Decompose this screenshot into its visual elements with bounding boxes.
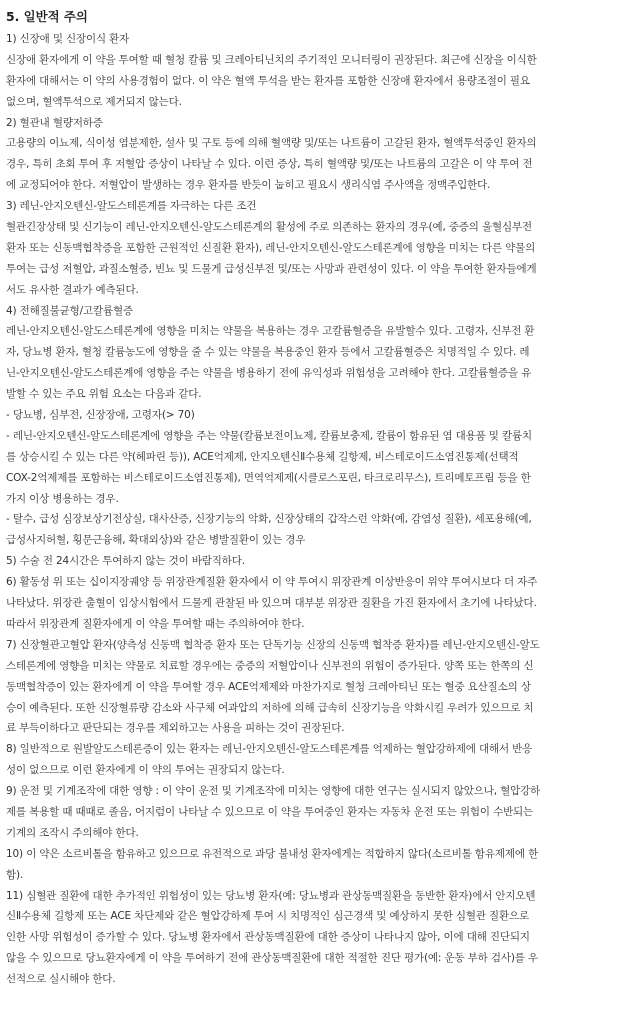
text-line: 3) 레닌-안지오텐신-알도스테론계를 자극하는 다른 조건	[6, 200, 257, 213]
text-line: 스테론계에 영향을 미치는 약물로 치료할 경우에는 중증의 저혈압이나 신부전의 위험이 증가된다. 양쪽 또는 한쪽의 신	[6, 659, 534, 672]
text-line: 8) 일반적으로 원발알도스테론증이 있는 환자는 레닌-안지오텐신-알도스테론계를 억제하는 혈압강하제에 대해서 반응	[6, 743, 533, 756]
paragraph-lines	[6, 29, 626, 990]
text-line: 10) 이 약은 소르비톨을 함유하고 있으므로 유전적으로 과당 불내성 환자에게는 적합하지 않다(소르비톨 함유제제에 한	[6, 847, 539, 860]
text-line: - 당뇨병, 심부전, 신장장애, 고령자(> 70)	[6, 409, 195, 422]
text-line: 11) 심혈관 질환에 대한 추가적인 위험성이 있는 당뇨병 환자(예: 당뇨병과 관상동맥질환을 동반한 환자)에서 안지오텐	[6, 889, 536, 902]
text-line: 4) 전해질불균형/고칼륨혈증	[6, 304, 133, 317]
text-line: 기계의 조작시 주의해야 한다.	[6, 826, 139, 839]
text-line: 9) 운전 및 기계조작에 대한 영향 : 이 약이 운전 및 기계조작에 미치는 영향에 대한 연구는 실시되지 않았으나, 혈압강하	[6, 785, 541, 798]
text-line: 승이 예측된다. 또한 신장혈류량 감소와 사구체 여과압의 저하에 의해 급속히 신장기능을 악화시킬 우려가 있으므로 치	[6, 701, 534, 714]
text-line: 따라서 위장관계 질환자에게 이 약을 투여할 때는 주의하여야 한다.	[6, 617, 305, 630]
text-line: 레닌-안지오텐신-알도스테론계에 영향을 미치는 약물을 복용하는 경우 고칼륨혈증을 유발할수 있다. 고령자, 신부전 환	[6, 325, 535, 338]
text-line: 를 상승시킬 수 있는 다른 약(헤파린 등)), ACE억제제, 안지오텐신Ⅱ수용체 길항제, 비스테로이드소염진통제(선택적	[6, 450, 519, 463]
text-line: COX-2억제제를 포함하는 비스테로이드소염진통제), 면역억제제(시클로스포린, 타크로리무스), 트리메토프림 등을 한	[6, 471, 531, 484]
text-line: 않을 수 있으므로 당뇨환자에게 이 약을 투여하기 전에 관상동맥질환에 대한 적절한 진단 평가(예: 운동 부하 검사)를 우	[6, 952, 538, 965]
text-line: 서도 유사한 결과가 예측된다.	[6, 283, 139, 296]
text-line: 혈관긴장상태 및 신기능이 레닌-안지오텐신-알도스테론계의 활성에 주로 의존하는 환자의 경우(예, 중증의 울혈심부전	[6, 221, 532, 234]
text-line: 경우, 특히 초회 투여 후 저혈압 증상이 나타날 수 있다. 이런 증상, 특히 혈액량 및/또는 나트륨의 고갈은 이 약 투여 전	[6, 158, 533, 171]
text-line: 함).	[6, 868, 24, 881]
text-line: 닌-안지오텐신-알도스테론계에 영향을 주는 약물을 병용하기 전에 유익성과 위험성을 고려해야 한다. 고칼륨혈증을 유	[6, 367, 532, 380]
section-title: 5. 일반적 주의	[6, 9, 88, 24]
text-line: 투여는 급성 저혈압, 과질소혈증, 빈뇨 및 드물게 급성신부전 및/또는 사망과 관련성이 있다. 이 약을 투여한 환자들에게	[6, 262, 537, 275]
text-line: 료 부득이하다고 판단되는 경우를 제외하고는 사용을 피하는 것이 권장된다.	[6, 722, 345, 735]
text-line: 급성사지허혈, 횡문근융해, 확대외상)와 같은 병발질환이 있는 경우	[6, 534, 306, 547]
text-line: 신Ⅱ수용체 길항제 또는 ACE 차단제와 같은 혈압강하제 투여 시 치명적인 심근경색 및 예상하지 못한 심혈관 질환으로	[6, 910, 530, 923]
text-line: 환자에 대해서는 이 약의 사용경험이 없다. 이 약은 혈액 투석을 받는 환자를 포함한 신장애 환자에서 용량조절이 필요	[6, 74, 530, 87]
text-line: 고용량의 이뇨제, 식이성 염분제한, 설사 및 구토 등에 의해 혈액량 및/또는 나트륨이 고갈된 환자, 혈액투석중인 환자의	[6, 137, 537, 150]
text-line: 제를 복용할 때 때때로 졸음, 어지럼이 나타날 수 있으므로 이 약을 투여중인 환자는 자동차 운전 또는 위험이 수반되는	[6, 805, 534, 818]
text-line: - 레닌-안지오텐신-알도스테론계에 영향을 주는 약물(칼륨보전이뇨제, 칼륨보충제, 칼륨이 함유된 염 대용품 및 칼륨치	[6, 429, 532, 442]
text-line: 에 교정되어야 한다. 저혈압이 발생하는 경우 환자를 반듯이 눕히고 필요시 생리식염 주사액을 정맥주입한다.	[6, 179, 491, 192]
text-line: 신장애 환자에게 이 약을 투여할 때 혈청 칼륨 및 크레아티닌치의 주기적인 모니터링이 권장된다. 최근에 신장을 이식한	[6, 53, 537, 66]
text-line: 1) 신장애 및 신장이식 환자	[6, 33, 130, 45]
text-line: 자, 당뇨병 환자, 혈청 칼륨농도에 영향을 줄 수 있는 약물을 복용중인 환자 등에서 고칼륨혈증은 치명적일 수 있다. 레	[6, 346, 530, 359]
text-line: 동맥협착증이 있는 환자에게 이 약을 투여할 경우 ACE억제제와 마찬가지로 혈청 크레아티닌 또는 혈중 요산질소의 상	[6, 680, 531, 693]
text-line: 5) 수술 전 24시간은 투여하지 않는 것이 바람직하다.	[6, 555, 245, 568]
text-line: 2) 혈관내 혈량저하증	[6, 116, 103, 129]
text-line: 7) 신장혈관고혈압 환자(양측성 신동맥 협착증 환자 또는 단독기능 신장의 신동맥 협착증 환자)를 레닌-안지오텐신-알도	[6, 638, 540, 651]
text-line: 가지 이상 병용하는 경우.	[6, 492, 119, 505]
text-line: 6) 활동성 위 또는 십이지장궤양 등 위장관계질환 환자에서 이 약 투여시 위장관계 이상반응이 위약 투여시보다 더 자주	[6, 576, 538, 589]
text-line: 발할 수 있는 주요 위험 요소는 다음과 같다.	[6, 388, 202, 401]
text-line: 성이 없으므로 이런 환자에게 이 약의 투여는 권장되지 않는다.	[6, 764, 285, 777]
text-line: 없으며, 혈액투석으로 제거되지 않는다.	[6, 95, 182, 108]
text-line: 선적으로 실시해야 한다.	[6, 973, 116, 986]
text-line: 인한 사망 위험성이 증가할 수 있다. 당뇨병 환자에서 관상동맥질환에 대한 증상이 나타나지 않아, 이에 대해 진단되지	[6, 931, 530, 944]
text-line: 환자 또는 신동맥협착증을 포함한 근원적인 신질환 환자), 레닌-안지오텐신-알도스테론계에 영향을 미치는 다른 약물의	[6, 241, 536, 254]
text-line: - 탈수, 급성 심장보상기전상실, 대사산증, 신장기능의 악화, 신장상태의 갑작스런 악화(예, 감염성 질환), 세포용해(예,	[6, 513, 532, 526]
text-line: 나타났다. 위장관 출혈이 임상시험에서 드물게 관찰된 바 있으며 대부분 위장관 질환을 가진 환자에서 초기에 나타났다.	[6, 597, 537, 610]
